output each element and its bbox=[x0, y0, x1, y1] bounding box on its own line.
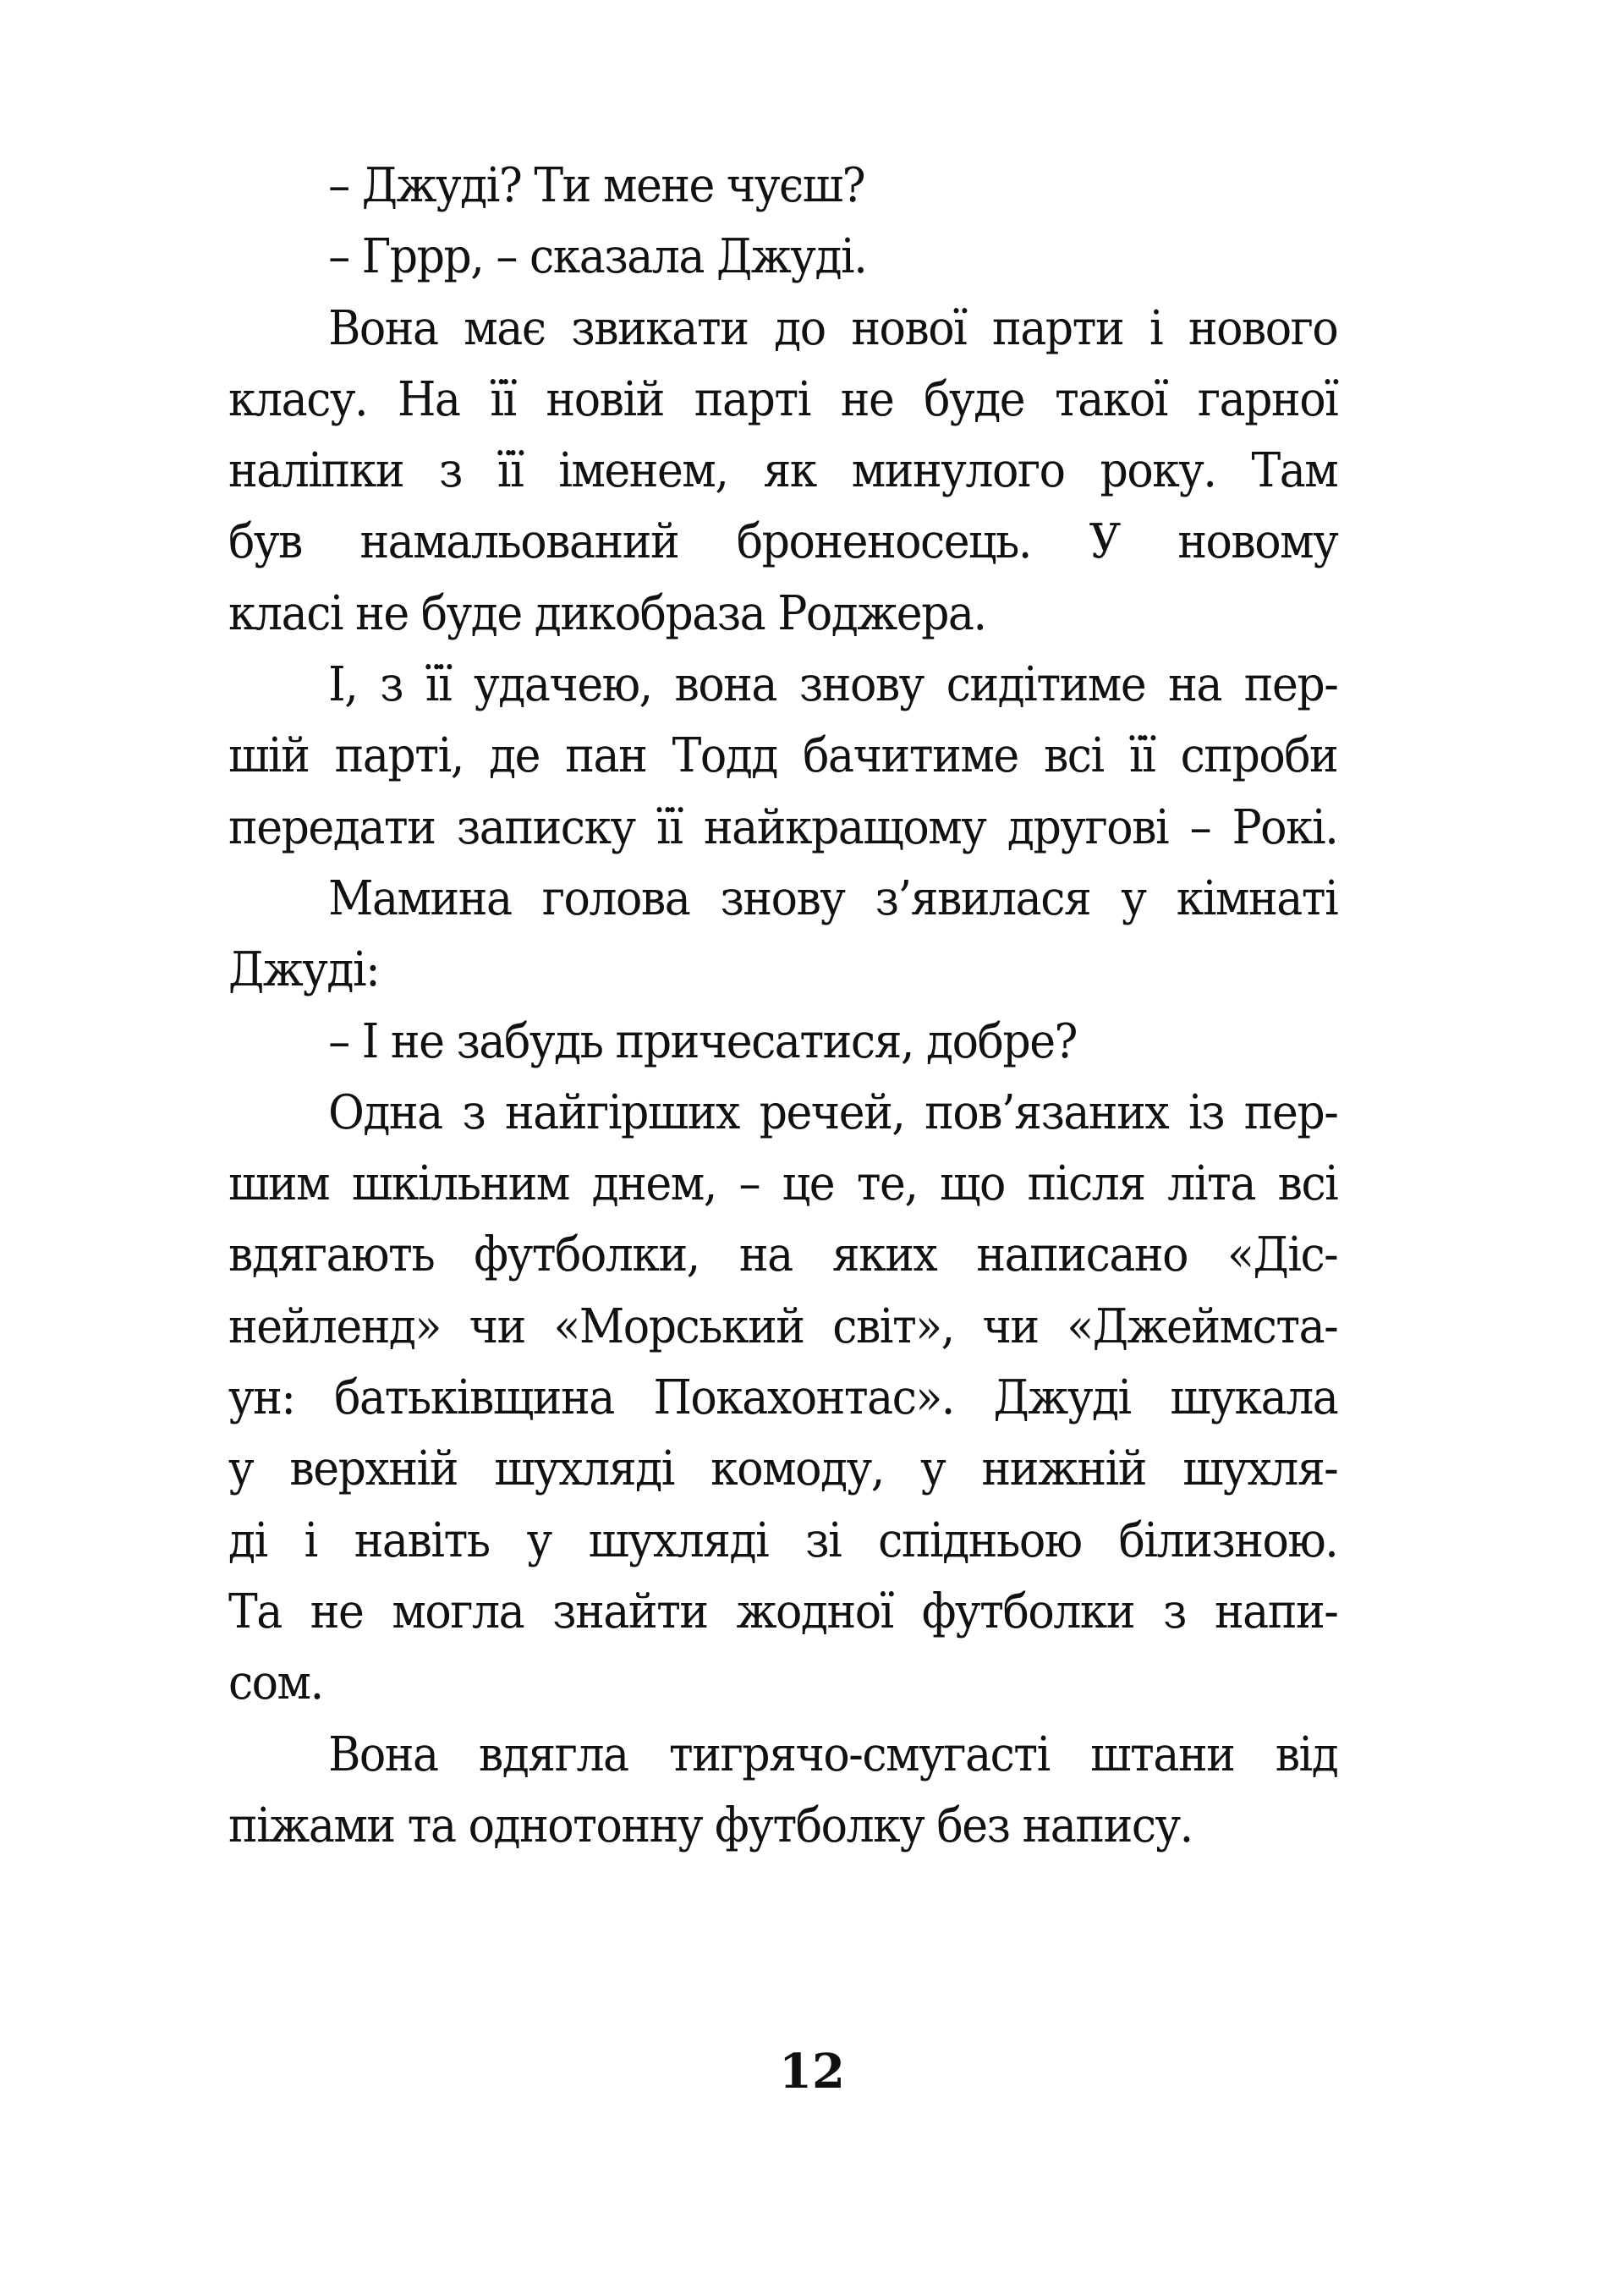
paragraph-line: був намальований броненосець. У новому bbox=[228, 514, 1338, 570]
paragraph-line: наліпки з її іменем, як минулого року. Там bbox=[228, 443, 1338, 499]
paragraph-line: вдягають футболки, на яких написано «Діс- bbox=[228, 1227, 1338, 1283]
paragraph-line: Вона має звикати до нової парти і нового bbox=[328, 300, 1338, 356]
paragraph-line: Мамина голова знову з’явилася у кімнаті bbox=[328, 870, 1338, 926]
paragraph-line: Та не могла знайти жодної футболки з напи- bbox=[228, 1584, 1338, 1639]
paragraph-line: у верхній шухляді комоду, у нижній шухля- bbox=[228, 1441, 1338, 1497]
paragraph-line: нейленд» чи «Морський світ», чи «Джеймста- bbox=[228, 1298, 1338, 1354]
paragraph-line: передати записку її найкращому другові – Рокі. bbox=[228, 799, 1338, 855]
paragraph-line: Одна з найгірших речей, пов’язаних із пер- bbox=[328, 1084, 1338, 1140]
paragraph-line: класу. На її новій парті не буде такої гарної bbox=[228, 371, 1338, 427]
paragraph-line: шій парті, де пан Тодд бачитиме всі її спроби bbox=[228, 728, 1338, 784]
paragraph-line: І, з її удачею, вона знову сидітиме на пер- bbox=[328, 657, 1338, 713]
body-text bbox=[228, 151, 1337, 1862]
paragraph-line: сом. bbox=[228, 1655, 323, 1711]
paragraph-line: Вона вдягла тигрячо-смугасті штани від bbox=[328, 1726, 1338, 1782]
paragraph-line: Джуді: bbox=[228, 942, 380, 998]
dialogue-line: – І не забудь причесатися, добре? bbox=[328, 1013, 1077, 1069]
paragraph-line: шим шкільним днем, – це те, що після літа всі bbox=[228, 1156, 1338, 1212]
paragraph-line: піжами та однотонну футболку без напису. bbox=[228, 1798, 1193, 1853]
paragraph-line: ун: батьківщина Покахонтас». Джуді шукала bbox=[228, 1370, 1338, 1426]
dialogue-line: – Гррр, – сказала Джуді. bbox=[328, 229, 867, 285]
paragraph-line: класі не буде дикобраза Роджера. bbox=[228, 585, 986, 641]
paragraph-line: ді і навіть у шухляді зі спідньою білизною. bbox=[228, 1512, 1338, 1568]
page-number: 12 bbox=[779, 2044, 845, 2100]
dialogue-line: – Джуді? Ти мене чуєш? bbox=[328, 158, 865, 213]
